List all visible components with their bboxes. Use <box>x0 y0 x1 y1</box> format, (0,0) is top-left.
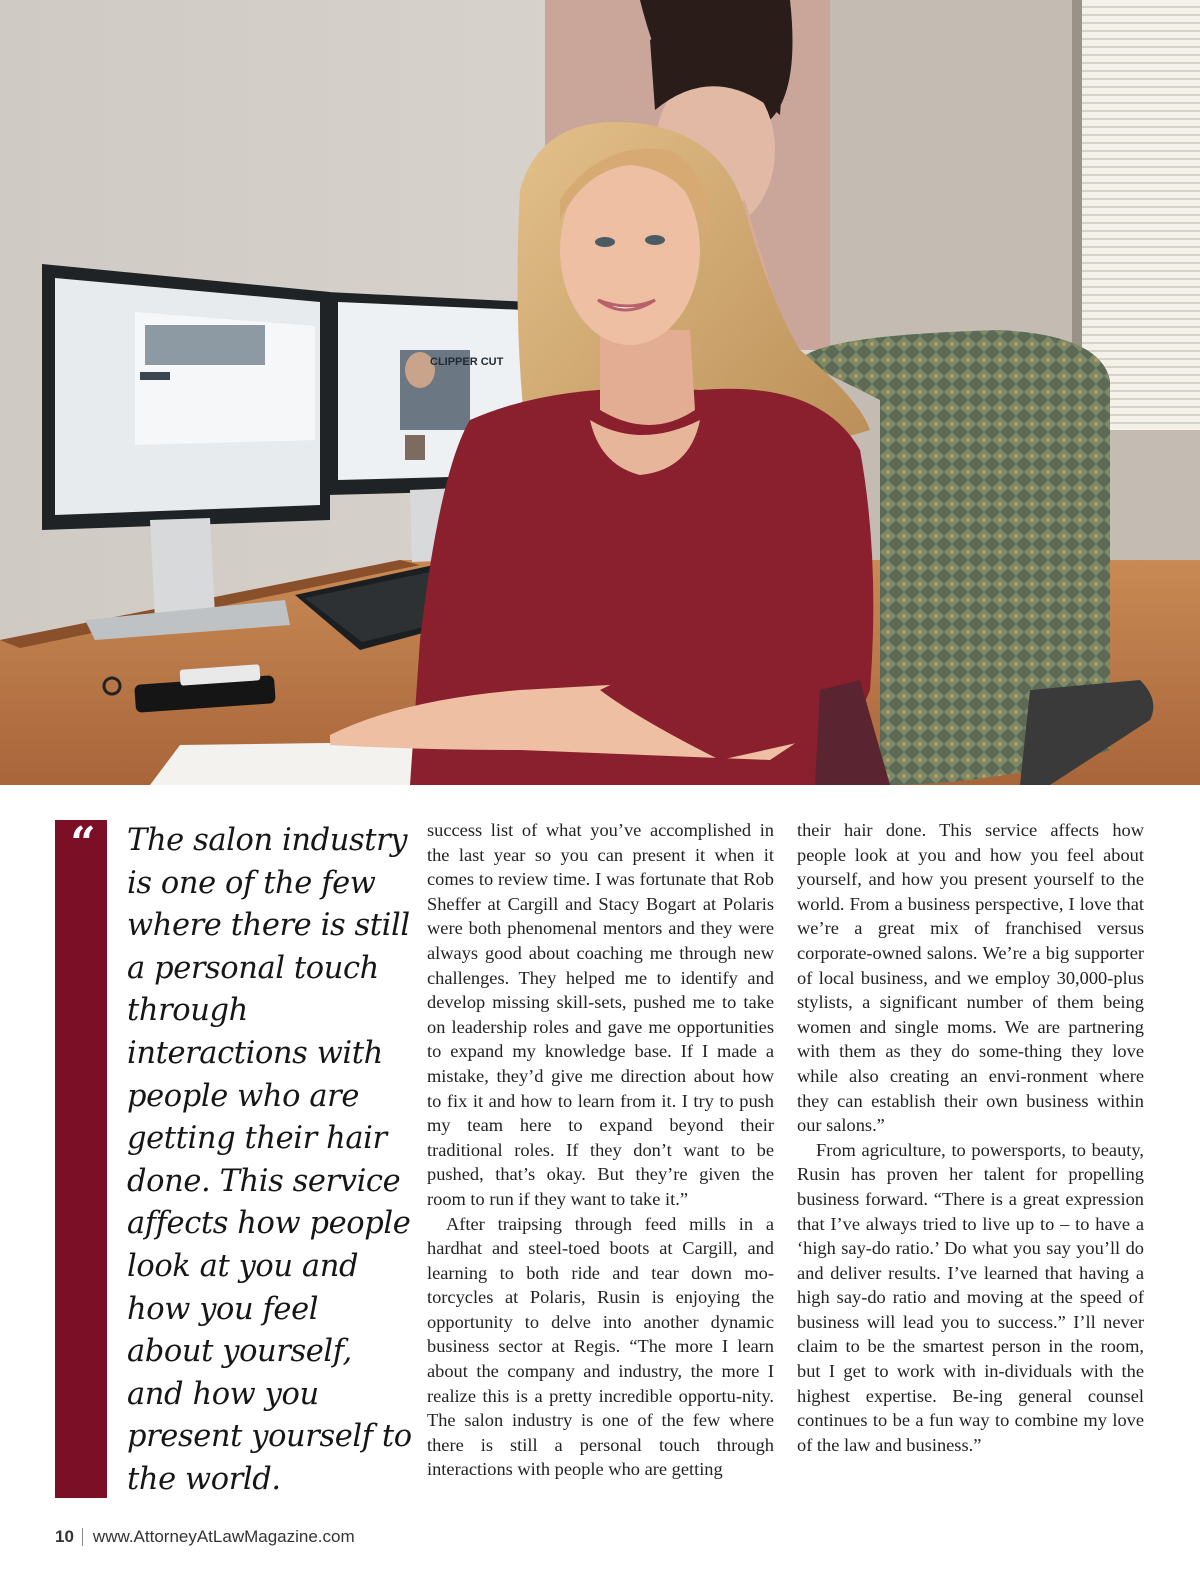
page-footer <box>55 1527 355 1547</box>
article-column-2 <box>427 818 774 1482</box>
article-paragraph: their hair done. This service affects how people look at you and how you feel about yourself, and how you present yourself to the world. From a business perspective, I love that we’re a great mix of franchised versus corporate-owned salons. We’re a big supporter of local business, and we employ 30,000-plus stylists, a significant number of them being women and single moms. We are partnering with them as they do some-thing they love while also creating an envi-ronment where they can establish their own business within our salons.” <box>797 820 1144 1136</box>
monitor-screen-text: CLIPPER CUT <box>430 356 504 368</box>
pull-quote-bar <box>55 820 107 1498</box>
website-link[interactable]: www.AttorneyAtLawMagazine.com <box>92 1527 355 1546</box>
pull-quote: The salon industry is one of the few where there is still a personal touch through interactions with people who are getting their hair done. This service affects how people look at you and how you feel about yourself, and how you present yourself to the world. <box>127 823 412 1497</box>
article-paragraph: After traipsing through feed mills in a hardhat and steel-toed boots at Cargill, and learning to both ride and tear down mo-torcycles at Polaris, Rusin is enjoying the opportunity to delve into another dynamic business sector at Regis. “The more I learn about the company and industry, the more I realize this is a pretty incredible opportu-nity. The salon industry is one of the few where there is still a personal touch through interactions with people who are getting <box>427 1213 774 1480</box>
article-paragraph: From agriculture, to powersports, to beauty, Rusin has proven her talent for propelling business forward. “There is a great expression that I’ve always tried to live up to – to have a ‘high say-do ratio.’ Do what you say you’ll do and deliver results. I’ve learned that having a high say-do ratio and moving at the speed of business will lead you to success.” I’ll never claim to be the smartest person in the room, but I get to work with in-dividuals with the highest expertise. Be-ing general counsel continues to be a fun way to combine my love of the law and business.” <box>797 1139 1144 1455</box>
article-paragraph: success list of what you’ve accomplished in the last year so you can present it when it comes to review time. I was fortunate that Rob Sheffer at Cargill and Stacy Bogart at Polaris were both phenomenal mentors and they were always good about coaching me through new challenges. They helped me to identify and develop missing skill-sets, pushed me to take on leadership roles and gave me opportunities to expand my knowledge base. If I made a mistake, they’d give me direction about how to fix it and how to learn from it. I try to push my team here to expand beyond their traditional roles. If they don’t want to be pushed, that’s okay. But they’re given the room to run if they want to take it.” <box>427 820 774 1209</box>
article-column-3 <box>797 818 1144 1457</box>
footer-divider <box>82 1528 83 1546</box>
quote-mark-icon: “ <box>70 818 96 869</box>
page-number: 10 <box>55 1527 74 1546</box>
